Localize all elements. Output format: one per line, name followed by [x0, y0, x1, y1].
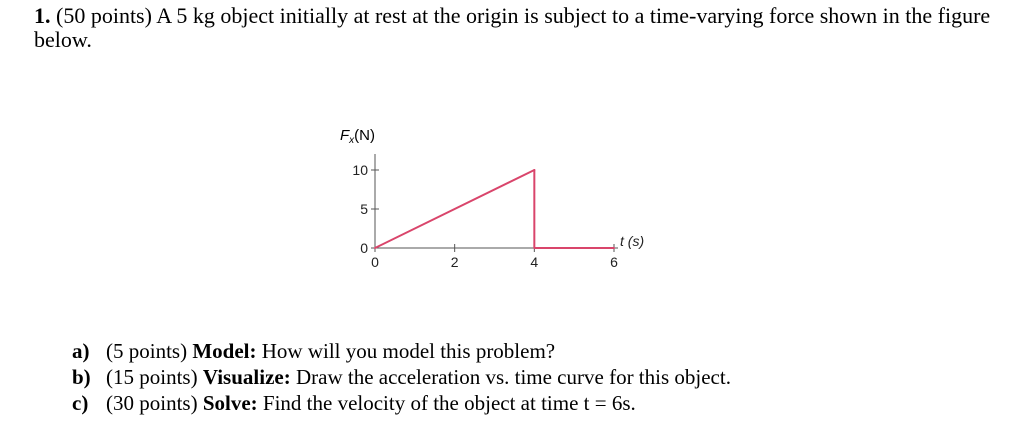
y-tick-label: 10 [352, 162, 368, 178]
part-a-title: Model: [192, 339, 257, 363]
force-segment-1 [375, 170, 534, 248]
part-c-text: Find the velocity of the object at time t = 6s. [257, 391, 636, 415]
axes [375, 154, 618, 248]
series [375, 170, 614, 248]
problem-statement [34, 4, 994, 52]
y-tick-label: 0 [360, 240, 368, 256]
part-c-points: (30 points) [106, 391, 203, 415]
y-tick-label: 5 [360, 201, 368, 217]
force-time-chart [320, 118, 700, 288]
part-c-title: Solve: [202, 391, 258, 415]
part-b-title: Visualize: [202, 365, 291, 389]
problem-number: 1. [34, 3, 51, 28]
x-tick-label: 4 [530, 254, 539, 270]
x-tick-label: 0 [371, 254, 379, 270]
y-axis-label [340, 127, 375, 146]
x-axis-label: t (s) [620, 233, 645, 249]
part-b-text: Draw the acceleration vs. time curve for this object. [290, 365, 731, 389]
ticks [352, 162, 644, 270]
part-c [72, 390, 731, 416]
y-axis-label-subscript: x [349, 135, 355, 146]
part-b [72, 364, 731, 390]
y-axis-label-symbol: F [340, 127, 350, 144]
part-a-points: (5 points) [106, 339, 193, 363]
part-a [72, 338, 731, 364]
part-a-text: How will you model this problem? [256, 339, 556, 363]
part-c-label: c) [72, 391, 89, 415]
question-parts [72, 338, 731, 416]
force-time-graph [320, 118, 700, 288]
x-tick-label: 2 [450, 254, 459, 270]
part-b-points: (15 points) [106, 365, 203, 389]
part-b-label: b) [72, 365, 91, 389]
problem-text: (50 points) A 5 kg object initially at rest at the origin is subject to a time-varying force shown in the figure below. [34, 3, 991, 52]
x-tick-label: 6 [610, 254, 618, 270]
part-a-label: a) [72, 339, 90, 363]
y-axis-label-unit: (N) [354, 127, 375, 144]
